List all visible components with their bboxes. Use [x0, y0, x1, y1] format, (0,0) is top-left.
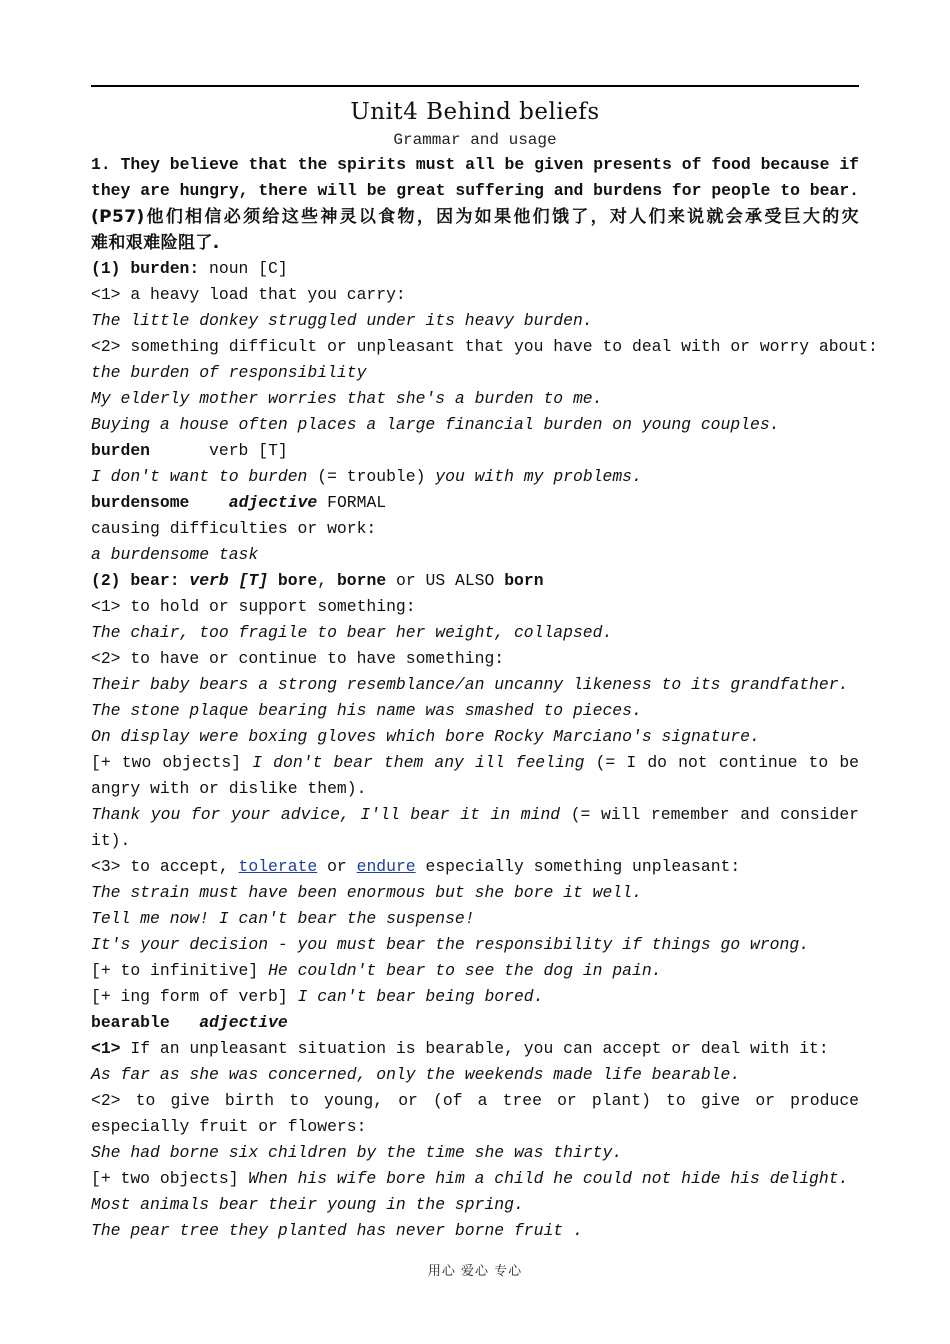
- bearable-sense1: [91, 1036, 859, 1062]
- bear-example4: On display were boxing gloves which bore Rocky Marciano's signature.: [91, 727, 760, 746]
- bearable-example3-tag: [+ two objects]: [91, 1169, 249, 1188]
- bear-example6-gloss: (= will remember and consider: [560, 805, 859, 824]
- bearable-example5: The pear tree they planted has never borne fruit .: [91, 1221, 583, 1240]
- bear-sense1: <1> to hold or support something:: [91, 597, 416, 616]
- bear-example11-tag: [+ ing form of verb]: [91, 987, 298, 1006]
- burdensome-line: [91, 490, 859, 516]
- bearable-sense1-num: <1>: [91, 1039, 121, 1058]
- bear-sense3-start: <3> to accept,: [91, 857, 239, 876]
- bear-example5-line2: angry with or dislike them).: [91, 779, 367, 798]
- bear-example10-tag: [+ to infinitive]: [91, 961, 269, 980]
- burden-sense1: <1> a heavy load that you carry:: [91, 285, 406, 304]
- burden-example3: My elderly mother worries that she's a burden to me.: [91, 389, 603, 408]
- burden-example1: The little donkey struggled under its heavy burden.: [91, 311, 593, 330]
- burden-verb-pos: verb [T]: [150, 441, 288, 460]
- burdensome-example: a burdensome task: [91, 545, 259, 564]
- bear-example1: The chair, too fragile to bear her weight, collapsed.: [91, 623, 613, 642]
- item1-line1: 1. They believe that the spirits must all be given presents of food because if: [91, 155, 859, 174]
- burden-pos: noun [C]: [199, 259, 288, 278]
- bearable-example4: Most animals bear their young in the spring.: [91, 1195, 524, 1214]
- bear-example5-gloss: (= I do not continue to be: [584, 753, 859, 772]
- burden-sense2: <2> something difficult or unpleasant that you have to deal with or worry about:: [91, 337, 878, 356]
- bearable-word: bearable: [91, 1013, 170, 1032]
- item1-translation-line1: (P57)他们相信必须给这些神灵以食物，因为如果他们饿了，对人们来说就会承受巨大的灾: [91, 207, 859, 227]
- bear-example8: Tell me now! I can't bear the suspense!: [91, 909, 475, 928]
- bear-form-sep: ,: [317, 571, 337, 590]
- burden-heading-line: [91, 256, 859, 282]
- bear-example5-text: I don't bear them any ill feeling: [252, 753, 585, 772]
- bearable-example3: [91, 1166, 859, 1192]
- bear-example10-text: He couldn't bear to see the dog in pain.: [268, 961, 662, 980]
- burden-verb-word: burden: [91, 441, 151, 460]
- burdensome-pos: adjective: [228, 493, 318, 512]
- burden-verb-example-part1: I don't want to burden: [91, 467, 308, 486]
- item1-translation-line2: 难和艰难险阻了.: [91, 233, 220, 253]
- burden-verb-example: [91, 464, 859, 490]
- bear-form-bore: bore: [277, 571, 318, 590]
- bearable-example2: She had borne six children by the time she was thirty.: [91, 1143, 623, 1162]
- bear-pos: verb [T]: [189, 571, 269, 590]
- item1-line2: they are hungry, there will be great suffering and burdens for people to bear.: [91, 181, 859, 200]
- burdensome-definition: causing difficulties or work:: [91, 519, 377, 538]
- burdensome-word: burdensome: [91, 493, 190, 512]
- bearable-sense2-line2: especially fruit or flowers:: [91, 1117, 367, 1136]
- page-title: Unit4 Behind beliefs: [350, 99, 600, 125]
- bear-sense3-or: or: [317, 857, 357, 876]
- bear-example9: It's your decision - you must bear the responsibility if things go wrong.: [91, 935, 810, 954]
- bear-example10: [91, 958, 859, 984]
- burden-example2: the burden of responsibility: [91, 363, 367, 382]
- bear-sense2: <2> to have or continue to have something:: [91, 649, 505, 668]
- bear-heading: (2) bear:: [91, 571, 180, 590]
- burden-verb-example-gloss: (= trouble): [307, 467, 436, 486]
- bear-example6-line1: [91, 802, 859, 828]
- bear-example2: Their baby bears a strong resemblance/an uncanny likeness to its grandfather.: [91, 675, 849, 694]
- bear-example6-line2: it).: [91, 831, 131, 850]
- bear-example3: The stone plaque bearing his name was smashed to pieces.: [91, 701, 642, 720]
- page-footer: 用心 爱心 专心: [427, 1264, 523, 1279]
- burden-heading: (1) burden:: [91, 259, 200, 278]
- endure-link[interactable]: endure: [356, 857, 416, 876]
- bear-example11: [91, 984, 859, 1010]
- bear-form-us-also: or US ALSO: [386, 571, 505, 590]
- page-subtitle: Grammar and usage: [393, 131, 557, 149]
- burdensome-register: FORMAL: [317, 493, 387, 512]
- header-rule: [91, 85, 859, 87]
- bearable-example3-text: When his wife bore him a child he could not hide his delight.: [248, 1169, 849, 1188]
- bear-example11-text: I can't bear being bored.: [297, 987, 544, 1006]
- tolerate-link[interactable]: tolerate: [238, 857, 318, 876]
- burden-example4: Buying a house often places a large financial burden on young couples.: [91, 415, 780, 434]
- bear-sense3: [91, 854, 859, 880]
- bear-form-born: born: [504, 571, 544, 590]
- bear-example5-tag: [+ two objects]: [91, 753, 253, 772]
- bearable-sense2-line1: <2> to give birth to young, or (of a tree or plant) to give or produce: [91, 1091, 859, 1110]
- burden-verb-line: [91, 438, 859, 464]
- bear-example6-text: Thank you for your advice, I'll bear it in mind: [91, 805, 561, 824]
- bear-heading-line: [91, 568, 859, 594]
- bearable-example1: As far as she was concerned, only the weekends made life bearable.: [91, 1065, 741, 1084]
- bear-example7: The strain must have been enormous but she bore it well.: [91, 883, 642, 902]
- document-body: [91, 152, 878, 1244]
- bearable-line: [91, 1010, 859, 1036]
- bearable-sense1-text: If an unpleasant situation is bearable, you can accept or deal with it:: [120, 1039, 829, 1058]
- bear-sense3-end: especially something unpleasant:: [415, 857, 741, 876]
- bear-form-borne: borne: [336, 571, 387, 590]
- burden-verb-example-part2: you with my problems.: [435, 467, 642, 486]
- bearable-pos: adjective: [199, 1013, 288, 1032]
- bear-example5-line1: [91, 750, 859, 776]
